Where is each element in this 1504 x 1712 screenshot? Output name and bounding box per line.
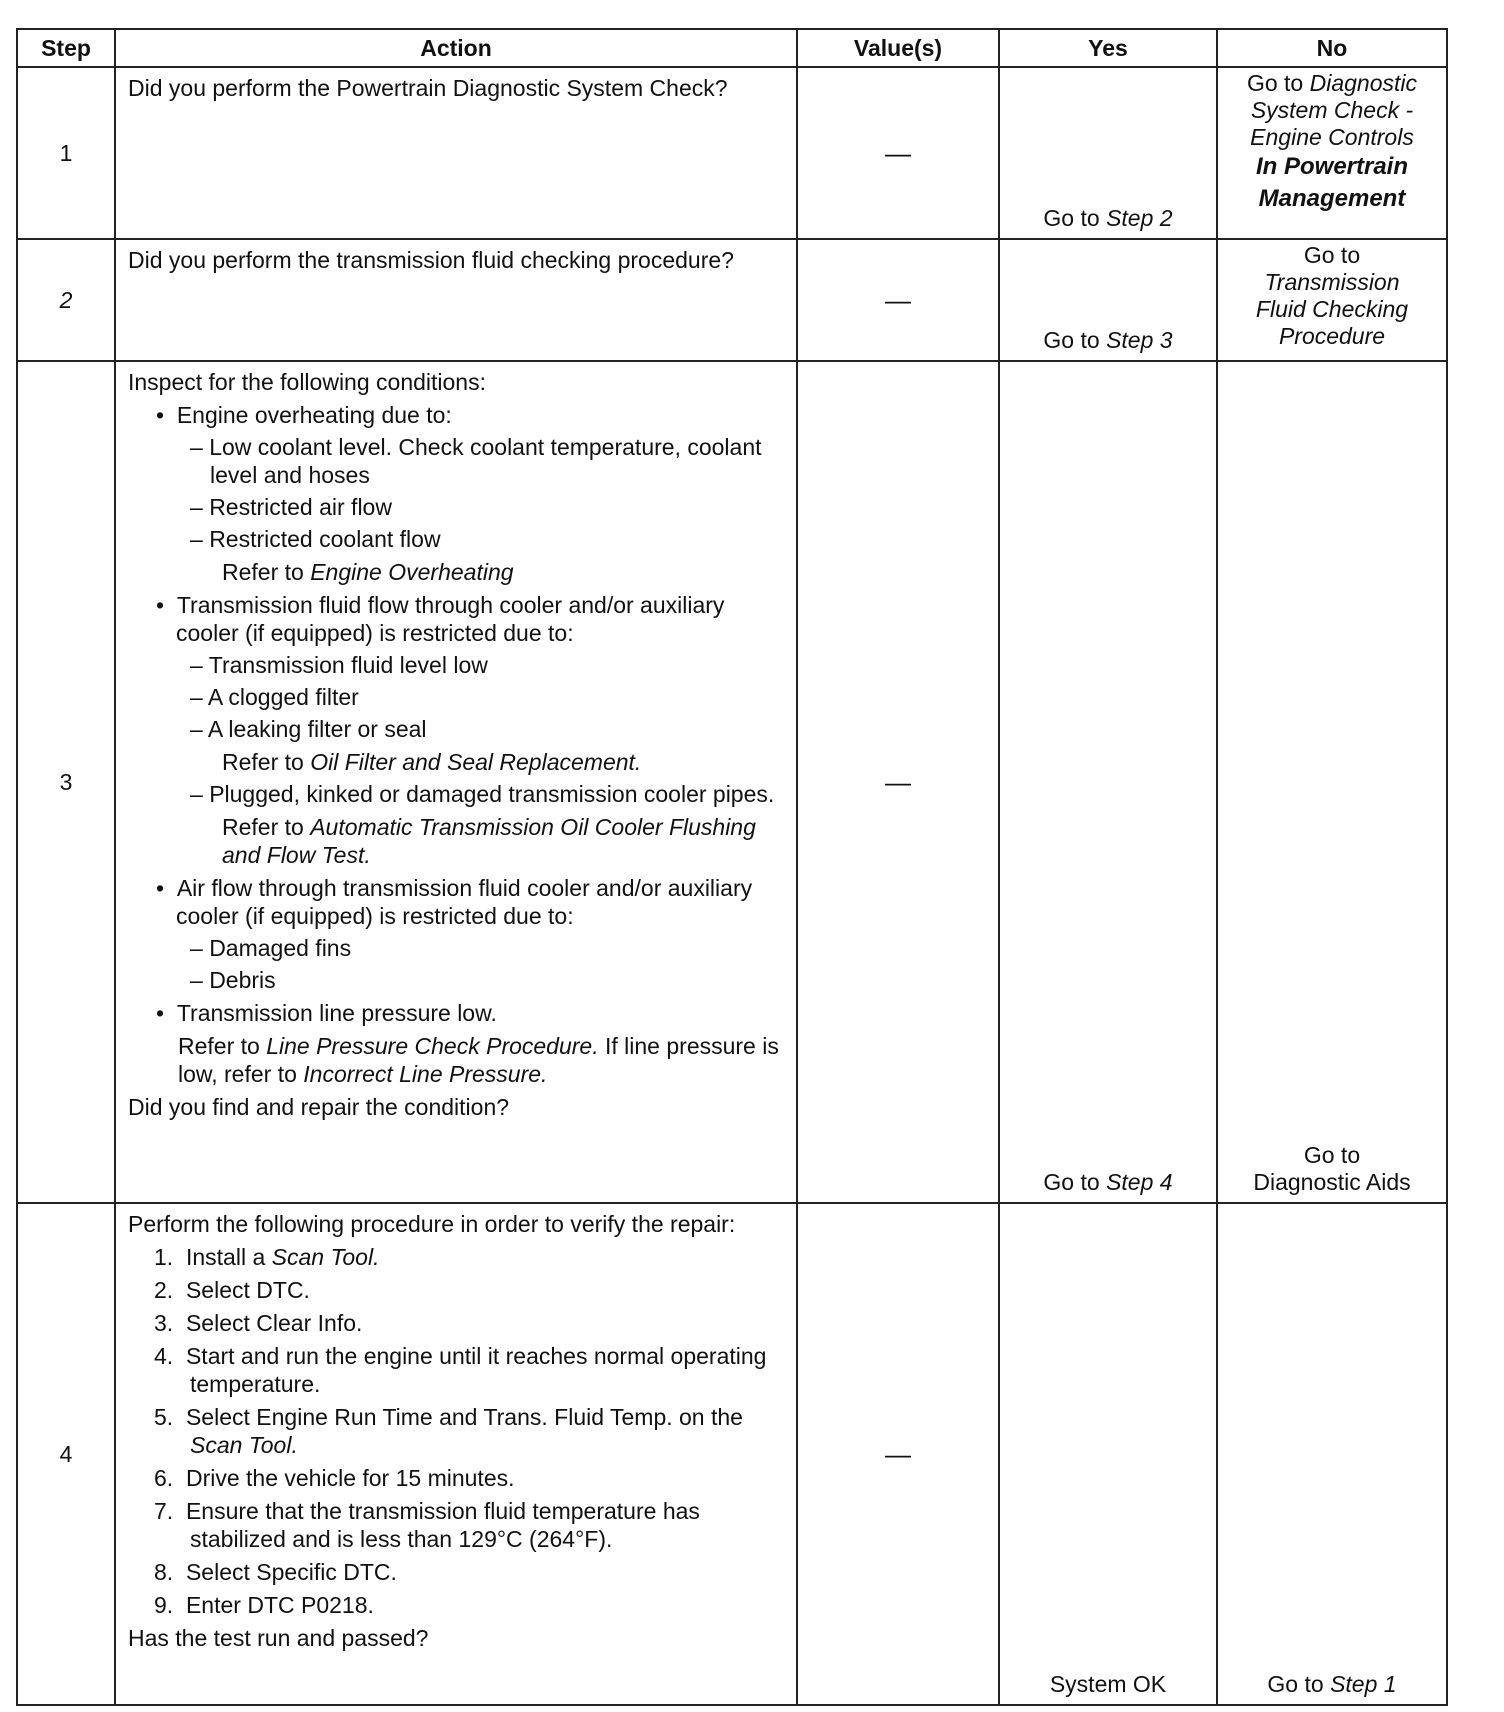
procedure-step: 9. Enter DTC P0218.	[154, 1592, 374, 1618]
yes-cell	[999, 1203, 1217, 1705]
bullet-item: • Air flow through transmission fluid cooler and/or auxiliary cooler (if equipped) is restricted due to:	[156, 875, 753, 929]
action-intro: Perform the following procedure in order to verify the repair:	[128, 1211, 736, 1237]
procedure-step: 1. Install a Scan Tool.	[154, 1244, 380, 1270]
no-cell	[1217, 1203, 1447, 1705]
yes-link-step-4[interactable]: Go to Step 4	[1043, 1169, 1173, 1195]
action-intro: Inspect for the following conditions:	[128, 369, 486, 395]
step-number: 4	[17, 1203, 115, 1705]
value-cell: —	[797, 361, 999, 1203]
step-number: 2	[17, 239, 115, 361]
procedure-step: 3. Select Clear Info.	[154, 1310, 363, 1336]
header-no: No	[1217, 29, 1447, 67]
no-cell	[1217, 361, 1447, 1203]
dash-item: – Debris	[190, 967, 276, 993]
yes-system-ok: System OK	[1049, 1671, 1167, 1697]
table-row-step-3	[17, 361, 1447, 1203]
action-cell	[115, 67, 797, 239]
value-cell: —	[797, 67, 999, 239]
header-yes: Yes	[999, 29, 1217, 67]
step-number: 3	[17, 361, 115, 1203]
value-cell: —	[797, 1203, 999, 1705]
dash-item: – Restricted air flow	[190, 494, 392, 520]
table-row-step-4	[17, 1203, 1447, 1705]
reference-engine-overheating[interactable]: Refer to Engine Overheating	[222, 559, 514, 585]
dash-item: – Plugged, kinked or damaged transmission cooler pipes.	[190, 781, 775, 807]
dash-item: – Damaged fins	[190, 935, 352, 961]
bullet-item: • Transmission fluid flow through cooler and/or auxiliary cooler (if equipped) is restricted due to:	[156, 592, 725, 646]
bullet-item: • Engine overheating due to:	[156, 402, 452, 428]
no-link-diagnostic-aids[interactable]: Go to Diagnostic Aids	[1253, 1142, 1411, 1195]
procedure-step: 6. Drive the vehicle for 15 minutes.	[154, 1465, 515, 1491]
table-row-step-1	[17, 67, 1447, 239]
header-action: Action	[115, 29, 797, 67]
action-question: Did you find and repair the condition?	[128, 1094, 510, 1120]
bullet-item: • Transmission line pressure low.	[156, 1000, 497, 1026]
no-link-step-1[interactable]: Go to Step 1	[1267, 1671, 1397, 1697]
action-question: Has the test run and passed?	[128, 1625, 429, 1651]
no-cell	[1217, 67, 1447, 239]
action-cell	[115, 1203, 797, 1705]
value-cell: —	[797, 239, 999, 361]
dash-item: – A clogged filter	[190, 684, 359, 710]
reference-oil-cooler-flushing[interactable]: Refer to Automatic Transmission Oil Cooler Flushing and Flow Test.	[222, 814, 756, 868]
procedure-step: 8. Select Specific DTC.	[154, 1559, 397, 1585]
action-text: Did you perform the transmission fluid checking procedure?	[128, 247, 734, 273]
yes-cell	[999, 361, 1217, 1203]
no-cell	[1217, 239, 1447, 361]
yes-link-step-3[interactable]: Go to Step 3	[1043, 327, 1173, 353]
diagnostic-table-document	[16, 28, 1446, 1706]
header-row	[17, 29, 1447, 67]
action-text: Did you perform the Powertrain Diagnostic System Check?	[128, 75, 728, 101]
procedure-step: 7. Ensure that the transmission fluid temperature has stabilized and is less than 129°C (264°F).	[154, 1498, 700, 1552]
header-step: Step	[17, 29, 115, 67]
procedure-step: 2. Select DTC.	[154, 1277, 310, 1303]
table-row-step-2	[17, 239, 1447, 361]
no-link-diagnostic-system-check[interactable]: Go to Diagnostic System Check - Engine Controls In Powertrain Management	[1246, 70, 1418, 212]
diagnostic-table	[16, 28, 1448, 1706]
yes-cell	[999, 239, 1217, 361]
action-cell	[115, 361, 797, 1203]
step-number: 1	[17, 67, 115, 239]
action-cell	[115, 239, 797, 361]
no-link-fluid-checking-procedure[interactable]: Go to Transmission Fluid Checking Procedure	[1255, 242, 1409, 349]
procedure-step: 4. Start and run the engine until it reaches normal operating temperature.	[154, 1343, 767, 1397]
dash-item: – Transmission fluid level low	[190, 652, 488, 678]
procedure-step: 5. Select Engine Run Time and Trans. Fluid Temp. on the Scan Tool.	[154, 1404, 743, 1458]
yes-cell	[999, 67, 1217, 239]
dash-item: – Restricted coolant flow	[190, 526, 441, 552]
reference-line-pressure[interactable]: Refer to Line Pressure Check Procedure. If line pressure is low, refer to Incorrect Line Pressure.	[178, 1033, 779, 1087]
yes-link-step-2[interactable]: Go to Step 2	[1043, 205, 1173, 231]
dash-item: – Low coolant level. Check coolant temperature, coolant level and hoses	[190, 434, 762, 488]
reference-oil-filter[interactable]: Refer to Oil Filter and Seal Replacement.	[222, 749, 642, 775]
dash-item: – A leaking filter or seal	[190, 716, 427, 742]
header-values: Value(s)	[797, 29, 999, 67]
